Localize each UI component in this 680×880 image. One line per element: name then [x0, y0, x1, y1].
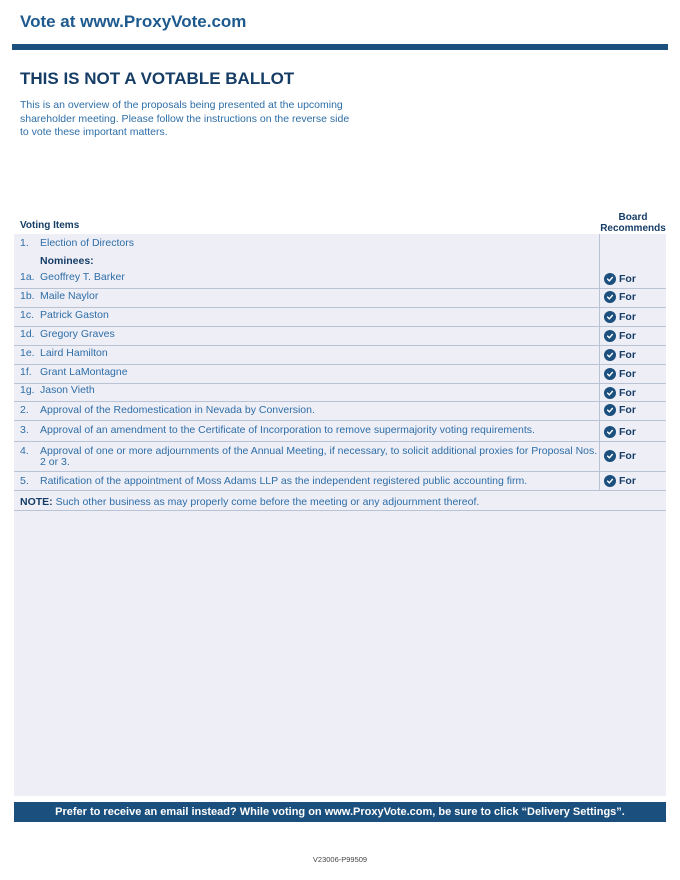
recommendation [604, 291, 636, 303]
recommendation-value: For [619, 291, 636, 303]
board-recommends-header [598, 212, 668, 234]
board-recommends-line1: Board [618, 212, 648, 223]
item-label: Approval of an amendment to the Certificate of Incorporation to remove supermajority voting requirements. [40, 424, 535, 436]
item-number: 1e. [20, 347, 35, 359]
item-number: 2. [20, 404, 29, 416]
note-label: NOTE: [20, 496, 53, 508]
check-icon [604, 273, 616, 285]
recommendation [604, 311, 636, 323]
recommendation [604, 349, 636, 361]
header-title: Vote at www.ProxyVote.com [20, 12, 247, 31]
item-label: Gregory Graves [40, 328, 115, 340]
voting-item-row [14, 422, 666, 442]
voting-items-header: Voting Items [20, 220, 80, 231]
recommendation [604, 387, 636, 399]
check-icon [604, 387, 616, 399]
recommendation [604, 330, 636, 342]
item-number: 1f. [20, 366, 32, 378]
item-number: 1. [20, 237, 29, 249]
document-code: V23006-P99509 [312, 855, 368, 864]
header-rule [12, 44, 668, 50]
voting-item-row [14, 385, 666, 402]
recommendation-value: For [619, 475, 636, 487]
item-label: Approval of the Redomestication in Nevada by Conversion. [40, 404, 315, 416]
item-label: Geoffrey T. Barker [40, 271, 125, 283]
nominees-label: Nominees: [40, 255, 94, 267]
item-label: Election of Directors [40, 237, 134, 249]
recommendation-value: For [619, 387, 636, 399]
item-label: Maile Naylor [40, 290, 99, 302]
email-delivery-banner: Prefer to receive an email instead? While voting on www.ProxyVote.com, be sure to click “Delivery Settings”. [14, 802, 666, 822]
item-label: Patrick Gaston [40, 309, 109, 321]
item-number: 1d. [20, 328, 35, 340]
recommendation [604, 404, 636, 416]
voting-item-row [14, 290, 666, 308]
item-label: Ratification of the appointment of Moss Adams LLP as the independent registered public accounting firm. [40, 475, 528, 487]
recommendation [604, 368, 636, 380]
intro-text: This is an overview of the proposals being presented at the upcoming shareholder meeting. Please follow the instructions on the reverse side to vote these important matters. [20, 99, 350, 138]
note [20, 496, 479, 508]
item-number: 3. [20, 424, 29, 436]
item-number: 1a. [20, 271, 35, 283]
voting-item-row [14, 473, 666, 491]
recommendation [604, 273, 636, 285]
item-label: Grant LaMontagne [40, 366, 128, 378]
check-icon [604, 311, 616, 323]
check-icon [604, 349, 616, 361]
recommendation [604, 426, 636, 438]
check-icon [604, 330, 616, 342]
voting-item-row [14, 347, 666, 365]
item-number: 5. [20, 475, 29, 487]
recommendation [604, 450, 636, 462]
check-icon [604, 475, 616, 487]
voting-item-row [14, 309, 666, 327]
ballot-title: THIS IS NOT A VOTABLE BALLOT [20, 69, 295, 88]
voting-item-row [14, 272, 666, 289]
item-label: Approval of one or more adjournments of the Annual Meeting, if necessary, to solicit additional proxies for Proposal Nos. 2 or 3. [40, 445, 598, 468]
note-text: Such other business as may properly come before the meeting or any adjournment thereof. [52, 496, 480, 508]
recommendation-value: For [619, 311, 636, 323]
board-recommends-line2: Recommends [600, 223, 666, 234]
check-icon [604, 426, 616, 438]
recommendation-value: For [619, 426, 636, 438]
check-icon [604, 404, 616, 416]
recommendation-value: For [619, 330, 636, 342]
item-label: Laird Hamilton [40, 347, 108, 359]
check-icon [604, 450, 616, 462]
check-icon [604, 368, 616, 380]
voting-item-row [14, 403, 666, 421]
voting-item-row [14, 443, 666, 472]
item-number: 1g. [20, 384, 35, 396]
recommendation-value: For [619, 368, 636, 380]
check-icon [604, 291, 616, 303]
voting-item-row [14, 328, 666, 346]
item-label: Jason Vieth [40, 384, 95, 396]
item-number: 1c. [20, 309, 35, 321]
recommendation-value: For [619, 349, 636, 361]
note-divider [14, 510, 666, 511]
voting-item-row [14, 366, 666, 384]
item-number: 1b. [20, 290, 35, 302]
item-number: 4. [20, 445, 29, 457]
recommendation-value: For [619, 404, 636, 416]
recommendation-value: For [619, 450, 636, 462]
recommendation [604, 475, 636, 487]
recommendation-value: For [619, 273, 636, 285]
